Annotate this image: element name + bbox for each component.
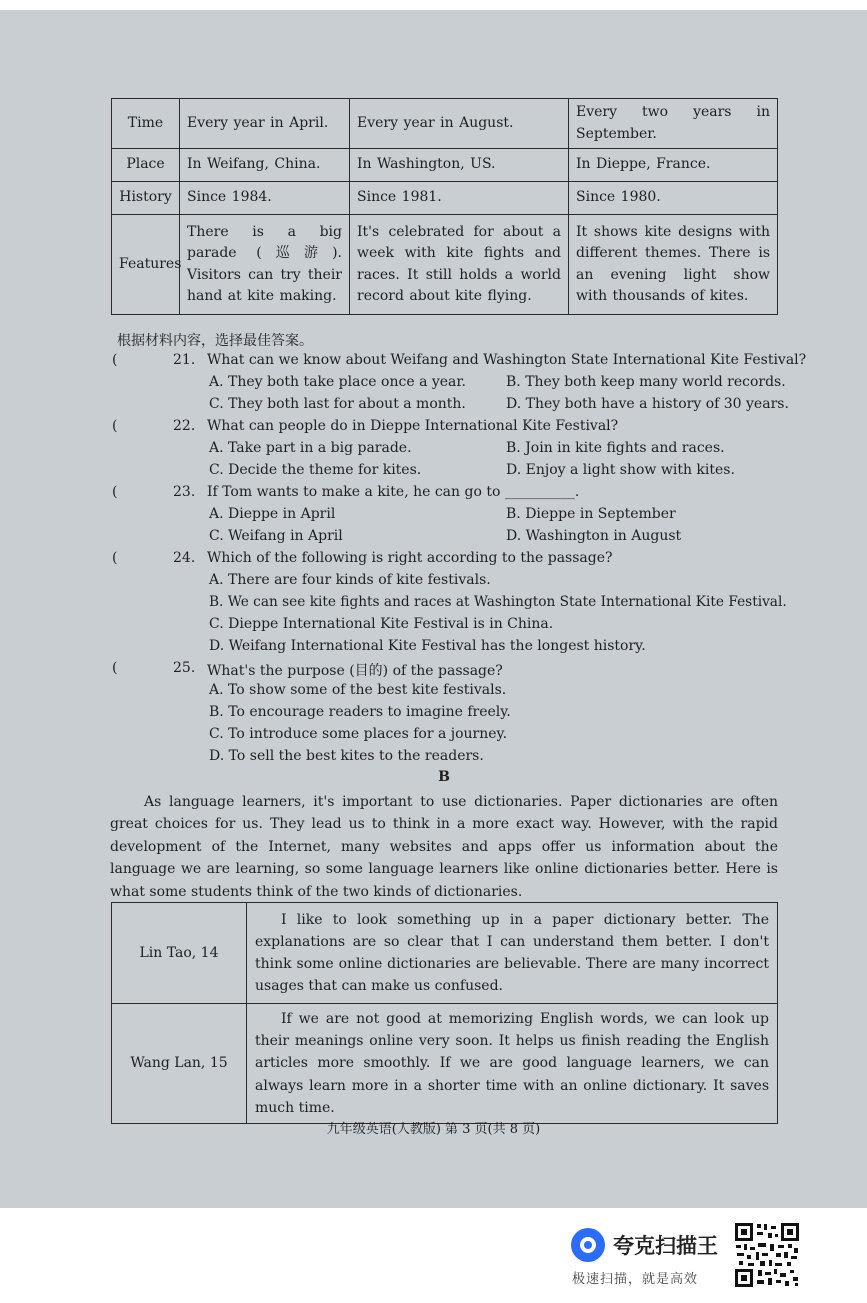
table-cell: Every year in August. xyxy=(350,99,569,149)
student-opinion: If we are not good at memorizing English words, we can look up their meanings online very soon. It helps us finish reading the English articles more smoothly. If we are good language learners, we can always learn more in a shorter time with an online dictionary. It saves much time. xyxy=(247,1004,778,1124)
row-header: Place xyxy=(112,149,180,182)
brand-slogan: 极速扫描，就是高效 xyxy=(572,1272,699,1287)
table-cell: Every year in April. xyxy=(180,99,350,149)
option-d: D. Enjoy a light show with kites. xyxy=(506,462,735,478)
page-footer: 九年级英语(人教版) 第 3 页(共 8 页) xyxy=(326,1122,541,1137)
table-row xyxy=(112,99,778,149)
qr-code-icon xyxy=(734,1222,800,1288)
question-number: 24. xyxy=(173,550,196,566)
instruction: 根据材料内容，选择最佳答案。 xyxy=(117,333,313,349)
option-b: B. To encourage readers to imagine freely. xyxy=(209,704,511,720)
answer-bracket: ( xyxy=(112,484,118,500)
table-row xyxy=(112,903,778,1004)
option-c: C. Weifang in April xyxy=(209,528,343,544)
table-row xyxy=(112,149,778,182)
option-d: D. Washington in August xyxy=(506,528,682,544)
option-d: D. Weifang International Kite Festival has the longest history. xyxy=(209,638,646,654)
option-c: C. They both last for about a month. xyxy=(209,396,466,412)
answer-bracket: ( xyxy=(112,550,118,566)
scanner-brand xyxy=(571,1228,726,1287)
option-b: B. Join in kite fights and races. xyxy=(506,440,725,456)
table-cell: Since 1980. xyxy=(569,182,778,215)
option-a: A. Take part in a big parade. xyxy=(209,440,412,456)
student-name: Wang Lan, 15 xyxy=(112,1004,247,1124)
question-number: 23. xyxy=(173,484,196,500)
option-a: A. To show some of the best kite festivals. xyxy=(209,682,507,698)
table-cell: Since 1981. xyxy=(350,182,569,215)
question-number: 25. xyxy=(173,660,196,676)
brand-name: 夸克扫描王 xyxy=(613,1234,718,1258)
dictionary-opinions-table xyxy=(111,902,778,1124)
table-cell: It shows kite designs with different themes. There is an evening light show with thousands of kites. xyxy=(569,215,778,315)
row-header: Features xyxy=(112,215,180,315)
row-header: History xyxy=(112,182,180,215)
option-a: A. There are four kinds of kite festivals. xyxy=(209,572,491,588)
table-cell: In Dieppe, France. xyxy=(569,149,778,182)
option-b: B. They both keep many world records. xyxy=(506,374,786,390)
question-stem: What's the purpose (目的) of the passage? xyxy=(207,663,503,679)
option-d: D. To sell the best kites to the readers. xyxy=(209,748,484,764)
row-header: Time xyxy=(112,99,180,149)
table-row xyxy=(112,1004,778,1124)
question-stem: What can we know about Weifang and Washington State International Kite Festival? xyxy=(207,352,807,368)
question-stem: Which of the following is right according to the passage? xyxy=(207,550,613,566)
table-cell: There is a big parade (巡游). Visitors can try their hand at kite making. xyxy=(180,215,350,315)
option-c: C. Decide the theme for kites. xyxy=(209,462,422,478)
kite-festival-table xyxy=(111,98,778,315)
option-b: B. Dieppe in September xyxy=(506,506,676,522)
option-c: C. To introduce some places for a journey. xyxy=(209,726,508,742)
table-row xyxy=(112,182,778,215)
answer-bracket: ( xyxy=(112,660,118,676)
quark-logo-icon xyxy=(571,1228,605,1262)
table-cell: In Washington, US. xyxy=(350,149,569,182)
option-c: C. Dieppe International Kite Festival is in China. xyxy=(209,616,554,632)
question-stem: If Tom wants to make a kite, he can go to __________. xyxy=(207,484,580,500)
table-cell: In Weifang, China. xyxy=(180,149,350,182)
question-stem: What can people do in Dieppe International Kite Festival? xyxy=(207,418,619,434)
table-cell: Every two years in September. xyxy=(569,99,778,149)
option-a: A. Dieppe in April xyxy=(209,506,336,522)
option-d: D. They both have a history of 30 years. xyxy=(506,396,789,412)
section-heading: B xyxy=(438,769,450,785)
option-a: A. They both take place once a year. xyxy=(209,374,467,390)
student-name: Lin Tao, 14 xyxy=(112,903,247,1004)
student-opinion: I like to look something up in a paper dictionary better. The explanations are so clear that I can understand them better. I don't think some online dictionaries are believable. There are many incorrect usages that can make us confused. xyxy=(247,903,778,1004)
option-b: B. We can see kite fights and races at Washington State International Kite Festival. xyxy=(209,594,787,610)
passage-paragraph: As language learners, it's important to use dictionaries. Paper dictionaries are often great choices for us. They lead us to think in a more exact way. However, with the rapid development of the Internet, many websites and apps offer us information about the language we are learning, so some language learners like online dictionaries better. Here is what some students think of the two kinds of dictionaries. xyxy=(110,794,778,900)
answer-bracket: ( xyxy=(112,352,118,368)
answer-bracket: ( xyxy=(112,418,118,434)
question-number: 21. xyxy=(173,352,196,368)
table-cell: It's celebrated for about a week with kite fights and races. It still holds a world record about kite flying. xyxy=(350,215,569,315)
table-row xyxy=(112,215,778,315)
table-cell: Since 1984. xyxy=(180,182,350,215)
question-number: 22. xyxy=(173,418,196,434)
